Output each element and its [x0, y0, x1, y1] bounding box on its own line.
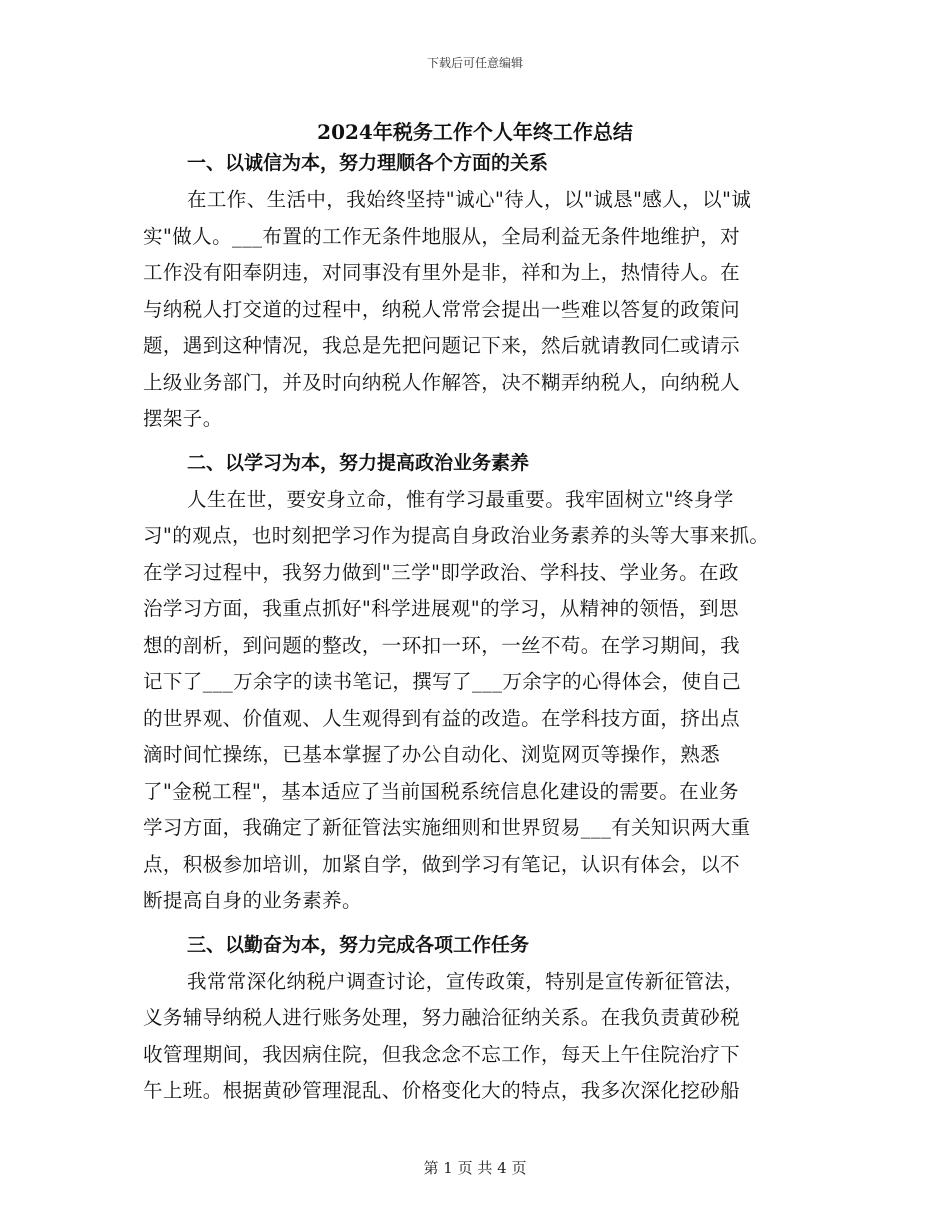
text-line: 断提高自身的业务素养。	[143, 889, 362, 912]
text-line: 了"金税工程"，基本适应了当前国税系统信息化建设的需要。在业务	[143, 779, 739, 803]
header-note: 下载后可任意编辑	[426, 56, 523, 70]
text-line: 在学习过程中，我努力做到"三学"即学政治、学科技、学业务。在政	[143, 560, 739, 584]
text-line: 我常常深化纳税户调查讨论，宣传政策，特别是宣传新征管法，	[187, 969, 745, 993]
text-line: 实"做人。___布置的工作无条件地服从，全局利益无条件地维护，对	[143, 224, 741, 248]
text-line: 工作没有阳奉阴违，对同事没有里外是非，祥和为上，热情待人。在	[143, 261, 741, 284]
text-line: 习"的观点，也时刻把学习作为提高自身政治业务素养的头等大事来抓。	[143, 524, 770, 547]
text-line: 义务辅导纳税人进行账务处理，努力融洽征纳关系。在我负责黄砂税	[143, 1006, 741, 1029]
text-line: 摆架子。	[143, 407, 223, 430]
section-3-paragraph	[143, 964, 823, 1110]
text-line: 在工作、生活中，我始终坚持"诚心"待人，以"诚恳"感人，以"诚	[187, 188, 752, 211]
text-line: 与纳税人打交道的过程中，纳税人常常会提出一些难以答复的政策问	[143, 297, 741, 321]
text-line: 的世界观、价值观、人生观得到有益的改造。在学科技方面，挤出点	[143, 706, 741, 730]
section-heading-3: 三、以勤奋为本，努力完成各项工作任务	[187, 933, 530, 956]
text-line: 滴时间忙操练，已基本掌握了办公自动化、浏览网页等操作，熟悉	[143, 743, 721, 766]
text-line: 题，遇到这种情况，我总是先把问题记下来，然后就请教同仁或请示	[143, 334, 741, 357]
text-line: 上级业务部门，并及时向纳税人作解答，决不糊弄纳税人，向纳税人	[143, 370, 741, 394]
text-line: 人生在世，要安身立命，惟有学习最重要。我牢固树立"终身学	[187, 487, 734, 511]
page-number-footer: 第 1 页 共 4 页	[423, 1159, 527, 1177]
text-line: 收管理期间，我因病住院，但我念念不忘工作，每天上午住院治疗下	[143, 1042, 741, 1066]
text-line: 点，积极参加培训，加紧自学，做到学习有笔记，认识有体会，以不	[143, 852, 741, 876]
document-title: 2024年税务工作个人年终工作总结	[317, 120, 633, 144]
text-line: 治学习方面，我重点抓好"科学进展观"的学习，从精神的领悟，到思	[143, 597, 739, 620]
document-body	[143, 144, 823, 1110]
section-1-paragraph	[143, 182, 823, 438]
section-heading-1: 一、以诚信为本，努力理顺各个方面的关系	[187, 152, 549, 174]
text-line: 想的剖析，到问题的整改，一环扣一环，一丝不苟。在学习期间，我	[143, 633, 741, 657]
section-heading-2: 二、以学习为本，努力提高政治业务素养	[187, 451, 530, 474]
text-line: 记下了___万余字的读书笔记，撰写了___万余字的心得体会，使自己	[143, 670, 742, 693]
text-line: 午上班。根据黄砂管理混乱、价格变化大的特点，我多次深化挖砂船	[143, 1079, 741, 1102]
text-line: 学习方面，我确定了新征管法实施细则和世界贸易___有关知识两大重	[143, 816, 751, 839]
section-2-paragraph	[143, 482, 823, 920]
